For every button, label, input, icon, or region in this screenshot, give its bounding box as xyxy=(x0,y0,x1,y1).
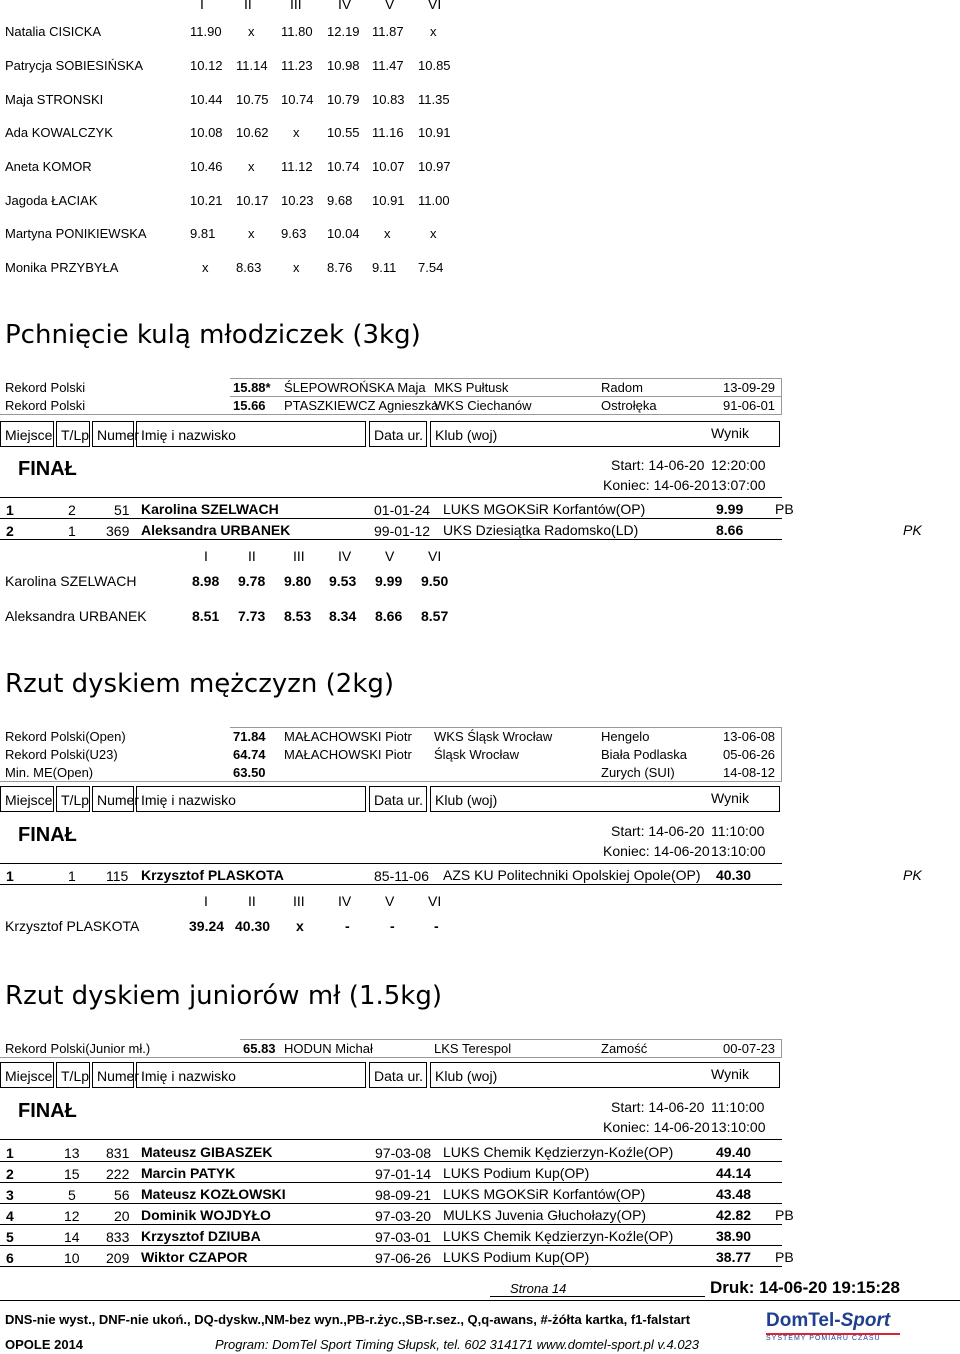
column-header: Data ur. xyxy=(369,786,427,812)
record-place: Ostrołęka xyxy=(601,398,657,413)
attempt-value: 7.54 xyxy=(418,260,444,275)
domtel-logo xyxy=(766,1310,900,1342)
place-number: 3 xyxy=(6,1187,14,1203)
attempt-value: x xyxy=(248,159,255,174)
record-label: Rekord Polski xyxy=(5,398,86,413)
record-holder: HODUN Michał xyxy=(284,1041,373,1056)
birth-date: 97-03-20 xyxy=(375,1208,432,1224)
bib-number: 222 xyxy=(106,1166,130,1182)
attempt-header: IV xyxy=(338,0,352,12)
row-divider xyxy=(0,539,782,540)
record-date: 14-08-12 xyxy=(723,765,776,780)
place-number: 1 xyxy=(6,868,14,884)
attempt-value: 9.78 xyxy=(238,573,266,589)
attempt-value: 10.17 xyxy=(236,193,269,208)
club-name: LUKS Podium Kup(OP) xyxy=(443,1165,590,1181)
attempt-value: 8.51 xyxy=(192,608,220,624)
attempt-value: 10.97 xyxy=(418,159,451,174)
row-divider xyxy=(0,1266,782,1267)
club-name: LUKS MGOKSiR Korfantów(OP) xyxy=(443,501,646,517)
attempt-header: IV xyxy=(338,893,352,909)
attempt-value: 10.91 xyxy=(372,193,405,208)
attempt-value: 8.66 xyxy=(375,608,403,624)
birth-date: 97-01-14 xyxy=(375,1166,432,1182)
birth-date: 85-11-06 xyxy=(374,868,430,884)
attempt-value: 8.53 xyxy=(284,608,312,624)
place-number: 2 xyxy=(6,523,14,539)
record-holder: MAŁACHOWSKI Piotr xyxy=(284,747,412,762)
place-number: 4 xyxy=(6,1208,14,1224)
attempt-value: 10.55 xyxy=(327,125,360,140)
attempt-value: 7.73 xyxy=(238,608,266,624)
final-label: FINAŁ xyxy=(18,458,77,480)
record-value: 63.50 xyxy=(233,765,266,780)
attempt-value: 11.87 xyxy=(372,24,404,39)
attempt-header: I xyxy=(204,893,208,909)
attempt-value: 11.12 xyxy=(281,159,313,174)
athlete-name: Ada KOWALCZYK xyxy=(5,125,113,140)
row-divider xyxy=(0,1203,782,1204)
attempt-header: III xyxy=(293,893,305,909)
attempt-header: VI xyxy=(428,0,442,12)
bib-number: 56 xyxy=(114,1187,130,1203)
attempt-value: 9.99 xyxy=(375,573,403,589)
logo-text: DomTel- xyxy=(766,1310,841,1331)
result-note: PB xyxy=(775,1249,794,1265)
athlete-name: Patrycja SOBIESIŃSKA xyxy=(5,58,143,73)
record-place: Zurych (SUI) xyxy=(601,765,675,780)
record-club: MKS Pułtusk xyxy=(434,380,509,395)
column-header: Klub (woj) xyxy=(430,1062,780,1088)
result-value: 38.77 xyxy=(716,1249,752,1265)
bib-number: 20 xyxy=(114,1208,130,1224)
record-club: WKS Śląsk Wrocław xyxy=(434,729,553,744)
attempt-value: x xyxy=(430,24,437,39)
club-name: MULKS Juvenia Głuchołazy(OP) xyxy=(443,1207,647,1223)
attempt-value: 11.16 xyxy=(372,125,404,140)
lane-number: 5 xyxy=(68,1187,76,1203)
record-place: Biała Podlaska xyxy=(601,747,687,762)
record-date: 00-07-23 xyxy=(723,1041,776,1056)
lane-number: 10 xyxy=(64,1250,80,1266)
record-value: 64.74 xyxy=(233,747,266,762)
attempt-value: x xyxy=(248,24,255,39)
bib-number: 833 xyxy=(106,1229,130,1245)
attempt-header: III xyxy=(293,548,305,564)
attempt-value: 10.07 xyxy=(372,159,405,174)
attempt-value: 10.46 xyxy=(190,159,223,174)
lane-number: 2 xyxy=(68,502,76,518)
column-header: Wynik xyxy=(711,1066,749,1082)
lane-number: 1 xyxy=(68,523,76,539)
club-name: LUKS Chemik Kędzierzyn-Koźle(OP) xyxy=(443,1228,674,1244)
attempt-value: x xyxy=(202,260,209,275)
legend-text: DNS-nie wyst., DNF-nie ukoń., DQ-dyskw.,NM-bez wyn.,PB-r.życ.,SB-r.sez., Q,q-awans, #-żółta kartka, f1-falstart xyxy=(5,1312,691,1327)
record-value: 15.88* xyxy=(233,380,271,395)
athlete-name: Aleksandra URBANEK xyxy=(5,608,147,624)
attempt-value: 11.47 xyxy=(372,58,404,73)
column-header: Klub (woj) xyxy=(430,786,780,812)
attempt-value: 39.24 xyxy=(189,918,225,934)
record-holder: ŚLEPOWROŃSKA Maja xyxy=(284,380,426,395)
record-label: Rekord Polski(Junior mł.) xyxy=(5,1041,151,1056)
attempt-value: - xyxy=(434,918,439,934)
attempt-value: x xyxy=(293,260,300,275)
birth-date: 99-01-12 xyxy=(374,523,431,539)
club-name: UKS Dziesiątka Radomsko(LD) xyxy=(443,522,639,538)
attempt-header: VI xyxy=(428,548,442,564)
end-time: 13:07:00 xyxy=(711,477,766,493)
start-time: 11:10:00 xyxy=(711,823,765,839)
column-header: Imię i nazwisko xyxy=(136,421,366,447)
event-name: OPOLE 2014 xyxy=(5,1337,84,1352)
final-label: FINAŁ xyxy=(18,824,77,846)
attempt-value: 11.14 xyxy=(236,58,268,73)
column-header: Numer xyxy=(92,1062,134,1088)
attempt-value: x xyxy=(430,226,437,241)
column-header: Numer xyxy=(92,421,134,447)
place-number: 6 xyxy=(6,1250,14,1266)
birth-date: 97-03-01 xyxy=(375,1229,432,1245)
attempt-value: 12.19 xyxy=(327,24,360,39)
end-label: Koniec: 14-06-20 xyxy=(603,477,710,493)
record-date: 13-06-08 xyxy=(723,729,776,744)
result-note: PK xyxy=(903,867,922,883)
attempt-header: I xyxy=(204,548,208,564)
record-value: 71.84 xyxy=(233,729,266,744)
attempt-value: 11.23 xyxy=(281,58,313,73)
attempt-header: I xyxy=(200,0,204,12)
result-value: 40.30 xyxy=(716,867,752,883)
attempt-value: 8.57 xyxy=(421,608,449,624)
column-header: T/Lp xyxy=(56,421,90,447)
athlete-name: Mateusz GIBASZEK xyxy=(141,1144,273,1160)
record-label: Rekord Polski(U23) xyxy=(5,747,118,762)
athlete-name: Natalia CISICKA xyxy=(5,24,102,39)
attempt-header: III xyxy=(290,0,302,12)
attempt-value: 11.90 xyxy=(190,24,222,39)
place-number: 5 xyxy=(6,1229,14,1245)
attempt-value: 8.34 xyxy=(329,608,357,624)
bib-number: 831 xyxy=(106,1145,130,1161)
end-time: 13:10:00 xyxy=(711,1119,766,1135)
birth-date: 97-03-08 xyxy=(375,1145,432,1161)
bib-number: 369 xyxy=(106,523,130,539)
attempt-value: 10.21 xyxy=(190,193,223,208)
result-value: 49.40 xyxy=(716,1144,752,1160)
bib-number: 209 xyxy=(106,1250,130,1266)
column-header: T/Lp xyxy=(56,786,90,812)
attempt-value: 11.35 xyxy=(418,92,450,107)
column-header: Miejsce xyxy=(0,1062,54,1088)
attempt-value: x xyxy=(296,918,304,934)
attempt-value: 9.68 xyxy=(327,193,353,208)
record-label: Min. ME(Open) xyxy=(5,765,94,780)
attempt-value: 10.04 xyxy=(327,226,360,241)
athlete-name: Krzysztof PLASKOTA xyxy=(141,867,284,883)
athlete-name: Krzysztof DZIUBA xyxy=(141,1228,261,1244)
athlete-name: Krzysztof PLASKOTA xyxy=(5,918,140,934)
attempt-value: 10.83 xyxy=(372,92,405,107)
attempt-value: 9.11 xyxy=(372,260,397,275)
athlete-name: Karolina SZELWACH xyxy=(5,573,137,589)
column-header: Data ur. xyxy=(369,421,427,447)
page-number: Strona 14 xyxy=(510,1281,567,1296)
result-note: PK xyxy=(903,522,922,538)
athlete-name: Jagoda ŁACIAK xyxy=(5,193,98,208)
record-club: WKS Ciechanów xyxy=(434,398,532,413)
attempt-value: 9.63 xyxy=(281,226,307,241)
row-divider xyxy=(0,518,782,519)
attempt-value: 40.30 xyxy=(235,918,271,934)
attempt-value: 9.80 xyxy=(284,573,312,589)
record-holder: PTASZKIEWCZ Agnieszka xyxy=(284,398,439,413)
start-label: Start: 14-06-20 xyxy=(611,823,705,839)
result-value: 38.90 xyxy=(716,1228,752,1244)
athlete-name: Wiktor CZAPOR xyxy=(141,1249,248,1265)
attempt-value: 9.81 xyxy=(190,226,216,241)
athlete-name: Marcin PATYK xyxy=(141,1165,236,1181)
attempt-value: 9.53 xyxy=(329,573,357,589)
lane-number: 1 xyxy=(68,868,76,884)
start-time: 11:10:00 xyxy=(711,1099,765,1115)
row-divider xyxy=(0,1161,782,1162)
result-value: 44.14 xyxy=(716,1165,752,1181)
column-header: Klub (woj) xyxy=(430,421,780,447)
athlete-name: Aneta KOMOR xyxy=(5,159,92,174)
attempt-header: V xyxy=(385,548,395,564)
result-note: PB xyxy=(775,1207,794,1223)
row-divider xyxy=(0,884,782,885)
attempt-value: 11.80 xyxy=(281,24,313,39)
attempt-header: IV xyxy=(338,548,352,564)
lane-number: 14 xyxy=(64,1229,80,1245)
attempt-value: x xyxy=(248,226,255,241)
athlete-name: Aleksandra URBANEK xyxy=(141,522,291,538)
place-number: 2 xyxy=(6,1166,14,1182)
attempt-value: 11.00 xyxy=(418,193,450,208)
club-name: LUKS Chemik Kędzierzyn-Koźle(OP) xyxy=(443,1144,674,1160)
record-holder: MAŁACHOWSKI Piotr xyxy=(284,729,412,744)
record-place: Radom xyxy=(601,380,643,395)
attempt-value: 10.44 xyxy=(190,92,223,107)
print-timestamp: Druk: 14-06-20 19:15:28 xyxy=(710,1278,900,1297)
end-label: Koniec: 14-06-20 xyxy=(603,843,710,859)
bib-number: 51 xyxy=(114,502,130,518)
birth-date: 98-09-21 xyxy=(375,1187,432,1203)
birth-date: 01-01-24 xyxy=(374,502,431,518)
column-header: Miejsce xyxy=(0,421,54,447)
club-name: LUKS Podium Kup(OP) xyxy=(443,1249,590,1265)
column-header: T/Lp xyxy=(56,1062,90,1088)
start-label: Start: 14-06-20 xyxy=(611,1099,705,1115)
attempt-value: 10.75 xyxy=(236,92,269,107)
section-title: Rzut dyskiem mężczyzn (2kg) xyxy=(5,669,395,699)
column-header: Wynik xyxy=(711,425,749,441)
column-header: Data ur. xyxy=(369,1062,427,1088)
result-value: 42.82 xyxy=(716,1207,752,1223)
lane-number: 12 xyxy=(64,1208,80,1224)
attempt-value: 10.74 xyxy=(281,92,314,107)
attempt-header: II xyxy=(248,548,256,564)
section-title: Rzut dyskiem juniorów mł (1.5kg) xyxy=(5,981,442,1011)
logo-subtitle: SYSTEMY POMIARU CZASU xyxy=(766,1335,881,1342)
section-title: Pchnięcie kulą młodziczek (3kg) xyxy=(5,320,421,350)
record-club: Śląsk Wrocław xyxy=(434,747,520,762)
record-club: LKS Terespol xyxy=(434,1041,512,1056)
attempt-value: 8.63 xyxy=(236,260,262,275)
record-value: 15.66 xyxy=(233,398,266,413)
attempt-value: x xyxy=(293,125,300,140)
attempt-header: V xyxy=(385,0,395,12)
athlete-name: Monika PRZYBYŁA xyxy=(5,260,119,275)
attempt-value: 10.85 xyxy=(418,58,451,73)
attempt-value: 10.23 xyxy=(281,193,314,208)
attempt-value: x xyxy=(384,226,391,241)
attempt-value: 8.98 xyxy=(192,573,220,589)
attempt-value: 10.12 xyxy=(190,58,223,73)
athlete-name: Maja STRONSKI xyxy=(5,92,104,107)
place-number: 1 xyxy=(6,502,14,518)
record-date: 05-06-26 xyxy=(723,747,776,762)
athlete-name: Dominik WOJDYŁO xyxy=(141,1207,271,1223)
result-value: 8.66 xyxy=(716,522,744,538)
column-header: Wynik xyxy=(711,790,749,806)
attempt-value: 10.91 xyxy=(418,125,451,140)
column-header: Imię i nazwisko xyxy=(136,786,366,812)
place-number: 1 xyxy=(6,1145,14,1161)
lane-number: 15 xyxy=(64,1166,80,1182)
final-label: FINAŁ xyxy=(18,1100,77,1122)
lane-number: 13 xyxy=(64,1145,80,1161)
column-header: Miejsce xyxy=(0,786,54,812)
attempt-value: - xyxy=(345,918,350,934)
attempt-header: II xyxy=(248,893,256,909)
athlete-name: Mateusz KOZŁOWSKI xyxy=(141,1186,286,1202)
logo-text-sport: Sport xyxy=(840,1310,891,1331)
end-time: 13:10:00 xyxy=(711,843,766,859)
attempt-value: - xyxy=(390,918,395,934)
club-name: LUKS MGOKSiR Korfantów(OP) xyxy=(443,1186,646,1202)
row-divider xyxy=(0,1245,782,1246)
result-value: 43.48 xyxy=(716,1186,752,1202)
column-header: Imię i nazwisko xyxy=(136,1062,366,1088)
record-place: Hengelo xyxy=(601,729,650,744)
record-date: 91-06-01 xyxy=(723,398,776,413)
athlete-name: Martyna PONIKIEWSKA xyxy=(5,226,147,241)
attempt-value: 8.76 xyxy=(327,260,353,275)
athlete-name: Karolina SZELWACH xyxy=(141,501,279,517)
attempt-header: II xyxy=(244,0,252,12)
attempt-value: 10.08 xyxy=(190,125,223,140)
record-label: Rekord Polski(Open) xyxy=(5,729,126,744)
attempt-value: 10.98 xyxy=(327,58,360,73)
attempt-value: 10.74 xyxy=(327,159,360,174)
column-header: Numer xyxy=(92,786,134,812)
club-name: AZS KU Politechniki Opolskiej Opole(OP) xyxy=(443,867,701,883)
attempt-value: 9.50 xyxy=(421,573,449,589)
attempt-header: V xyxy=(385,893,395,909)
attempt-header: VI xyxy=(428,893,442,909)
start-time: 12:20:00 xyxy=(711,457,766,473)
attempt-value: 10.62 xyxy=(236,125,269,140)
record-date: 13-09-29 xyxy=(723,380,776,395)
row-divider xyxy=(0,1224,782,1225)
record-place: Zamość xyxy=(601,1041,648,1056)
program-info: Program: DomTel Sport Timing Słupsk, tel. 602 314171 www.domtel-sport.pl v.4.023 xyxy=(215,1337,700,1352)
end-label: Koniec: 14-06-20 xyxy=(603,1119,710,1135)
record-label: Rekord Polski xyxy=(5,380,86,395)
birth-date: 97-06-26 xyxy=(375,1250,432,1266)
result-note: PB xyxy=(775,501,794,517)
result-value: 9.99 xyxy=(716,501,744,517)
record-value: 65.83 xyxy=(243,1041,276,1056)
row-divider xyxy=(0,1182,782,1183)
bib-number: 115 xyxy=(106,868,129,884)
attempt-value: 10.79 xyxy=(327,92,360,107)
start-label: Start: 14-06-20 xyxy=(611,457,705,473)
